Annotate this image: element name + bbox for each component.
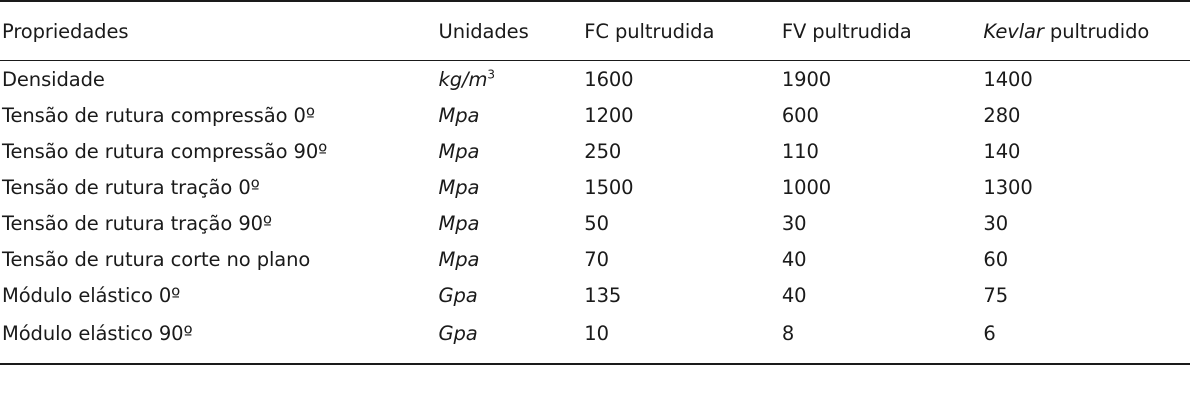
cell-fc: 70 xyxy=(584,247,609,271)
table-row xyxy=(0,277,1190,313)
cell-unit-base: Mpa xyxy=(438,211,480,235)
cell-unit xyxy=(439,241,585,277)
cell-unit xyxy=(439,313,585,364)
cell-unit-base: Mpa xyxy=(438,247,480,271)
header-units: Unidades xyxy=(438,19,529,43)
cell-property: Tensão de rutura compressão 0º xyxy=(2,103,315,127)
cell-property: Tensão de rutura compressão 90º xyxy=(2,139,328,163)
cell-unit-base: Mpa xyxy=(438,139,480,163)
cell-kevlar: 60 xyxy=(983,247,1009,271)
cell-unit xyxy=(439,61,585,98)
cell-unit-sup: 3 xyxy=(487,67,495,81)
cell-unit-base: Mpa xyxy=(438,103,480,127)
header-fv: FV pultrudida xyxy=(781,19,912,43)
table-row xyxy=(0,169,1190,205)
cell-fv: 30 xyxy=(781,211,807,235)
header-properties: Propriedades xyxy=(2,19,129,43)
cell-fc: 1200 xyxy=(584,103,634,127)
cell-fv: 8 xyxy=(781,321,795,345)
table-row xyxy=(0,133,1190,169)
cell-property: Tensão de rutura tração 90º xyxy=(2,211,273,235)
cell-fc: 1600 xyxy=(584,67,634,91)
table-row xyxy=(0,241,1190,277)
table-header-row xyxy=(0,1,1190,61)
cell-kevlar: 140 xyxy=(983,139,1021,163)
header-kevlar-rest: pultrudido xyxy=(1043,19,1150,43)
cell-fc: 1500 xyxy=(584,175,634,199)
cell-kevlar: 1400 xyxy=(983,67,1033,91)
cell-fv: 110 xyxy=(781,139,819,163)
cell-kevlar: 30 xyxy=(983,211,1009,235)
cell-fc: 50 xyxy=(584,211,609,235)
table-row xyxy=(0,97,1190,133)
cell-fv: 1900 xyxy=(781,67,832,91)
cell-property: Módulo elástico 0º xyxy=(2,283,181,307)
header-kevlar-italic: Kevlar xyxy=(983,19,1044,43)
cell-fc: 250 xyxy=(584,139,622,163)
cell-fv: 40 xyxy=(781,247,807,271)
table-row xyxy=(0,205,1190,241)
cell-unit-base: kg/m xyxy=(438,67,488,91)
header-fc: FC pultrudida xyxy=(584,19,715,43)
cell-kevlar: 75 xyxy=(983,283,1009,307)
cell-property: Tensão de rutura corte no plano xyxy=(2,247,311,271)
cell-property: Tensão de rutura tração 0º xyxy=(2,175,260,199)
cell-fc: 135 xyxy=(584,283,622,307)
cell-unit xyxy=(439,277,585,313)
cell-fv: 40 xyxy=(781,283,807,307)
cell-unit xyxy=(439,205,585,241)
cell-fv: 1000 xyxy=(781,175,832,199)
cell-unit xyxy=(439,133,585,169)
cell-unit xyxy=(439,97,585,133)
header-kevlar xyxy=(983,1,1190,61)
cell-unit-base: Mpa xyxy=(438,175,480,199)
cell-kevlar: 6 xyxy=(983,321,996,345)
cell-property: Densidade xyxy=(2,67,105,91)
cell-fv: 600 xyxy=(781,103,819,127)
table-row xyxy=(0,61,1190,98)
table-row xyxy=(0,313,1190,364)
cell-unit-base: Gpa xyxy=(438,321,478,345)
table-body xyxy=(0,61,1190,365)
cell-kevlar: 280 xyxy=(983,103,1021,127)
cell-property: Módulo elástico 90º xyxy=(2,321,193,345)
cell-unit xyxy=(439,169,585,205)
cell-fc: 10 xyxy=(584,321,609,345)
cell-unit-base: Gpa xyxy=(438,283,478,307)
cell-kevlar: 1300 xyxy=(983,175,1033,199)
